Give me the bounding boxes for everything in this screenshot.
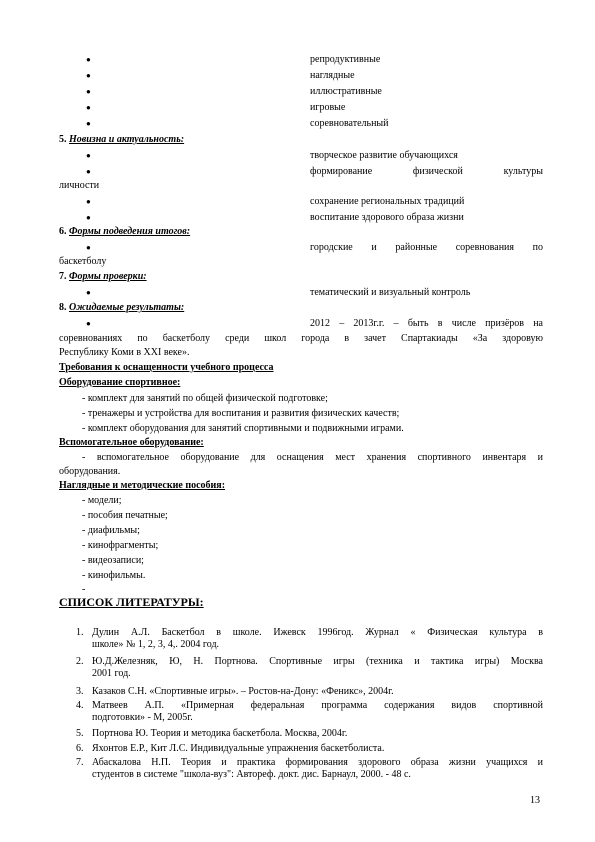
bullet-continuation: личности — [59, 180, 100, 191]
bullet-icon: ● — [86, 319, 91, 328]
bullet-item: ● игровые — [86, 102, 346, 113]
page-number: 13 — [530, 795, 540, 806]
section-heading-5: 5. Новизна и актуальность: — [59, 134, 185, 145]
aids-title: Наглядные и методические пособия: — [59, 480, 226, 491]
paragraph-line: оборудования. — [59, 466, 121, 477]
list-item: - тренажеры и устройства для воспитания и развития физических качеств; — [82, 408, 400, 419]
list-item: - видеозаписи; — [82, 555, 144, 566]
list-item: - кинофильмы. — [82, 570, 146, 581]
bullet-item: ● соревновательный — [86, 118, 389, 129]
sport-equipment-title: Оборудование спортивное: — [59, 377, 181, 388]
bullet-item: ● тематический и визуальный контроль — [86, 287, 471, 298]
list-item: - диафильмы; — [82, 525, 140, 536]
bullet-icon: ● — [86, 151, 91, 160]
list-item: - комплект оборудования для занятий спортивными и подвижными играми. — [82, 423, 404, 434]
bullet-item: ● 2012 – 2013г.г. – быть в числе призёров на — [86, 318, 543, 329]
bullet-icon: ● — [86, 213, 91, 222]
bullet-icon: ● — [86, 167, 91, 176]
bullet-icon: ● — [86, 243, 91, 252]
bullet-icon: ● — [86, 119, 91, 128]
bullet-item: ● наглядные — [86, 70, 355, 81]
bullet-item: ● репродуктивные — [86, 54, 381, 65]
bullet-icon: ● — [86, 87, 91, 96]
section-heading-8: 8. Ожидаемые результаты: — [59, 302, 185, 313]
list-item: - комплект для занятий по общей физической подготовке; — [82, 393, 328, 404]
list-item: - кинофрагменты; — [82, 540, 159, 551]
bullet-item: ● сохранение региональных традиций — [86, 196, 465, 207]
list-item: - модели; — [82, 495, 122, 506]
bullet-icon: ● — [86, 103, 91, 112]
bullet-item: ● формирование физической культуры — [86, 166, 543, 177]
bullet-item: ● иллюстративные — [86, 86, 382, 97]
list-item: - пособия печатные; — [82, 510, 168, 521]
paragraph-line: Республику Коми в XXI веке». — [59, 347, 190, 358]
document-page: ● репродуктивные ● наглядные ● иллюстративные ● игровые ● соревновательный 5. Новизна и актуальность: ● творческое развитие обучающихся ● формирование физической культуры личности ● сохранение региональных традиций ● воспитание здорового образа жизни 6. Формы подведения итогов: ● городские и районные соревнования по баскетболу 7. Формы проверки: ● тематический и визуальный контроль 8. Ожидаемые результаты: ● 2012 – 2013г.г. – быть в числе призёров на соревнованиях по баскетболу среди школ города в зачет Спартакиады «За здоровую Республику Коми в XXI веке». Требования к оснащенности учебного процесса Оборудование спортивное: - комплект для занятий по общей физической подготовке; - тренажеры и устройства для воспитания и развития физических качеств; - комплект оборудования для занятий спортивными и подвижными играми. Вспомогательное оборудование: - вспомогательное оборудование для оснащения мест хранения спортивного инвентаря и оборудования. Наглядные и методические пособия: - модели; - пособия печатные; - диафильмы; - кинофрагменты; - видеозаписи; - кинофильмы. - СПИСОК ЛИТЕРАТУРЫ: 1. Дулин А.Л. Баскетбол в школе. Ижевск 1996год. Журнал « Физическая культура в школе» № 1, 2, 3, 4,. 2004 год. 2. Ю.Д.Железняк, Ю, Н. Портнова. Спортивные игры (техника и тактика игры) Москва 2001 год. 3. Казаков С.Н. «Спортивные игры». – Ростов-на-Дону: «Феникс», 2004г. 4. Матвеев А.П. «Примерная федеральная программа содержания видов спортивной подготовки» - М, 2005г. 5. Портнова Ю. Теория и методика баскетбола. Москва, 2004г. 6. Яхонтов Е.Р., Кит Л.С. Индивидуальные упражнения баскетболиста. 7. Абаскалова Н.П. Теория и практика формирования здорового образа жизни учащихся и студентов в системе "школа-вуз": Автореф. докт. дис. Барнаул, 2000. - 48 с. 13 — [0, 0, 595, 842]
bullet-item: ● творческое развитие обучающихся — [86, 150, 458, 161]
bullet-icon: ● — [86, 71, 91, 80]
paragraph-line: соревнованиях по баскетболу среди школ города в зачет Спартакиады «За здоровую — [59, 333, 543, 344]
bibliography-title: СПИСОК ЛИТЕРАТУРЫ: — [59, 595, 204, 609]
bullet-icon: ● — [86, 55, 91, 64]
paragraph-line: - вспомогательное оборудование для оснащения мест хранения спортивного инвентаря и — [82, 452, 543, 463]
section-heading-7: 7. Формы проверки: — [59, 271, 147, 282]
list-item: - — [82, 584, 86, 595]
section-heading-6: 6. Формы подведения итогов: — [59, 226, 191, 237]
bullet-item: ● воспитание здорового образа жизни — [86, 212, 464, 223]
bullet-item: ● городские и районные соревнования по — [86, 242, 543, 253]
requirements-title: Требования к оснащенности учебного процесса — [59, 362, 274, 373]
bullet-continuation: баскетболу — [59, 256, 107, 267]
bullet-icon: ● — [86, 288, 91, 297]
bullet-icon: ● — [86, 197, 91, 206]
aux-equipment-title: Вспомогательное оборудование: — [59, 437, 204, 448]
